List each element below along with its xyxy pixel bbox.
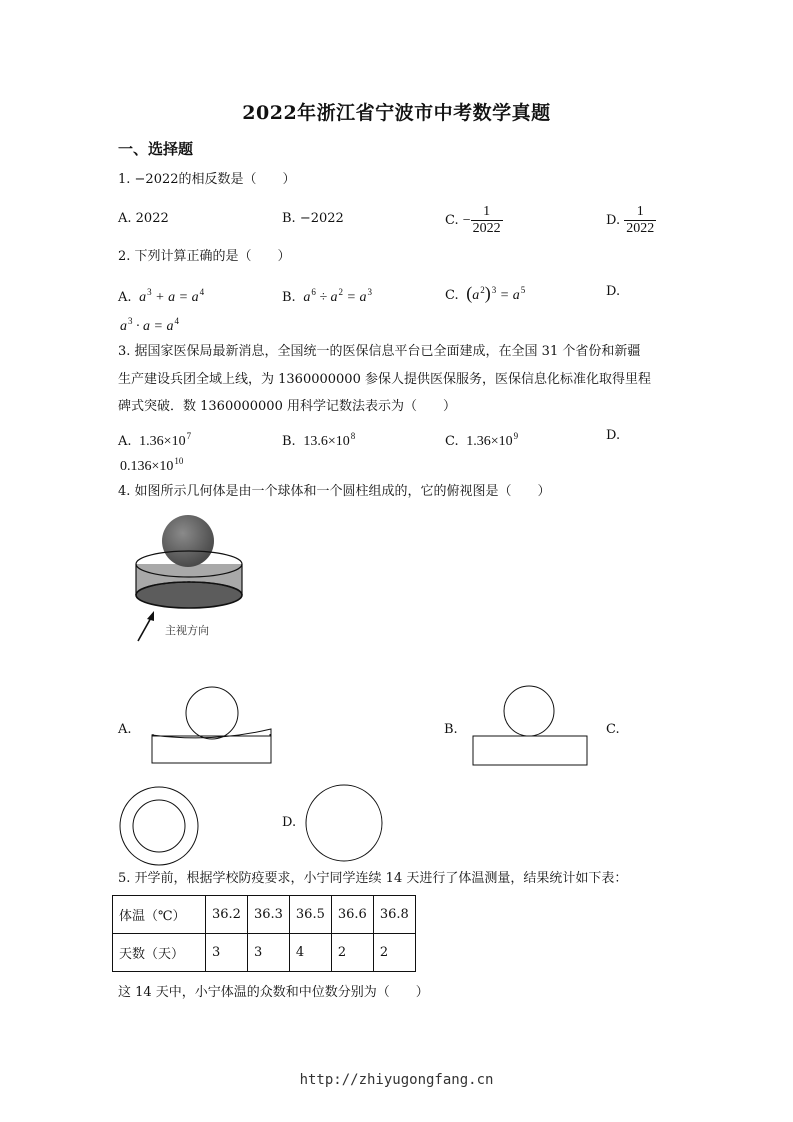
q4-option-c-label: C. bbox=[606, 722, 620, 737]
q1-c-fraction: $\frac{1}{2022}$ bbox=[472, 204, 501, 236]
q4-b-rect bbox=[473, 736, 587, 765]
q2-d-formula: $a^3 \cdot a = a^4$ bbox=[120, 316, 179, 334]
q4-c-inner-circle bbox=[133, 800, 185, 852]
q4-option-a-base-shape bbox=[150, 727, 274, 767]
q4-d-circle bbox=[306, 785, 382, 861]
q2-c-formula: $(a^2)^3 = a^5$ bbox=[466, 283, 526, 303]
q2-option-b: B. $a^6 \div a^2 = a^3$ bbox=[282, 287, 372, 305]
q1-d-fraction: $\frac{1}{2022}$ bbox=[626, 204, 655, 236]
q4-option-c-figure bbox=[118, 785, 200, 867]
q1-option-a: A. 2022 bbox=[118, 211, 169, 226]
section-heading: 一、选择题 bbox=[118, 140, 194, 158]
q3-option-d: D. bbox=[606, 428, 621, 443]
page-title: 2022年浙江省宁波市中考数学真题 bbox=[242, 102, 551, 124]
q3-line-3: 碑式突破．数 1360000000 用科学记数法表示为（ ） bbox=[118, 399, 456, 414]
q3-option-b: B. $13.6\times 10^8$ bbox=[282, 431, 356, 449]
q4-option-b-figure bbox=[470, 684, 590, 768]
q2-a-formula: $a^3 + a = a^4$ bbox=[135, 287, 205, 305]
q2-option-c: C. $(a^2)^3 = a^5$ bbox=[445, 283, 526, 303]
table-row bbox=[113, 934, 416, 972]
q3-option-a: A. $1.36\times 10^7$ bbox=[118, 431, 192, 449]
table-cell: 36.8 bbox=[373, 896, 415, 934]
view-direction-label: 主视方向 bbox=[165, 624, 209, 637]
q5-stem: 5. 开学前，根据学校防疫要求，小宁同学连续 14 天进行了体温测量，结果统计如下表： bbox=[118, 871, 628, 886]
q4-option-d-figure bbox=[304, 783, 384, 863]
q2-stem: 2. 下列计算正确的是（ ） bbox=[118, 249, 291, 264]
arrow-head bbox=[147, 611, 154, 621]
q4-stem: 4. 如图所示几何体是由一个球体和一个圆柱组成的，它的俯视图是（ ） bbox=[118, 484, 551, 499]
q4-option-b-label: B. bbox=[444, 722, 458, 737]
q1-option-d: D. $\frac{1}{2022}$ bbox=[606, 204, 655, 236]
q5-followup: 这 14 天中，小宁体温的众数和中位数分别为（ ） bbox=[118, 985, 429, 1000]
table-cell: 36.5 bbox=[289, 896, 331, 934]
q3-line-1: 3. 据国家医保局最新消息，全国统一的医保信息平台已全面建成，在全国 31 个省份和新疆 bbox=[118, 344, 641, 359]
q2-option-a: A. $a^3 + a = a^4$ bbox=[118, 287, 205, 305]
q4-a-curved-rect bbox=[152, 729, 271, 763]
q1-stem: 1. −2022的相反数是（ ） bbox=[118, 172, 296, 187]
table-cell: 2 bbox=[373, 934, 415, 972]
table-header-temperature: 体温（℃） bbox=[113, 896, 206, 934]
q3-line-2: 生产建设兵团全域上线，为 1360000000 参保人提供医保服务，医保信息化标准化取得里程 bbox=[118, 372, 651, 387]
q4-b-circle bbox=[504, 686, 554, 736]
q4-c-outer-circle bbox=[120, 787, 198, 865]
table-cell: 2 bbox=[331, 934, 373, 972]
table-row bbox=[113, 896, 416, 934]
q2-b-formula: $a^6 \div a^2 = a^3$ bbox=[299, 287, 372, 305]
q3-d-value: $0.136\times 10^{10}$ bbox=[120, 456, 184, 474]
table-cell: 36.2 bbox=[206, 896, 248, 934]
q4-option-a-label: A. bbox=[118, 722, 132, 737]
footer-url: http://zhiyugongfang.cn bbox=[299, 1072, 494, 1088]
q2-option-d: D. bbox=[606, 284, 621, 299]
sphere bbox=[162, 515, 214, 567]
table-cell: 36.6 bbox=[331, 896, 373, 934]
table-cell: 3 bbox=[247, 934, 289, 972]
q1-option-c: C. − $\frac{1}{2022}$ bbox=[445, 204, 501, 236]
table-header-days: 天数（天） bbox=[113, 934, 206, 972]
q4-option-d-label: D. bbox=[282, 815, 297, 830]
q1-option-b: B. −2022 bbox=[282, 211, 344, 226]
q3-option-c: C. $1.36\times 10^9$ bbox=[445, 431, 519, 449]
table-cell: 3 bbox=[206, 934, 248, 972]
table-cell: 36.3 bbox=[247, 896, 289, 934]
table-cell: 4 bbox=[289, 934, 331, 972]
temperature-table bbox=[112, 895, 416, 972]
cylinder-base-ellipse bbox=[136, 582, 242, 608]
